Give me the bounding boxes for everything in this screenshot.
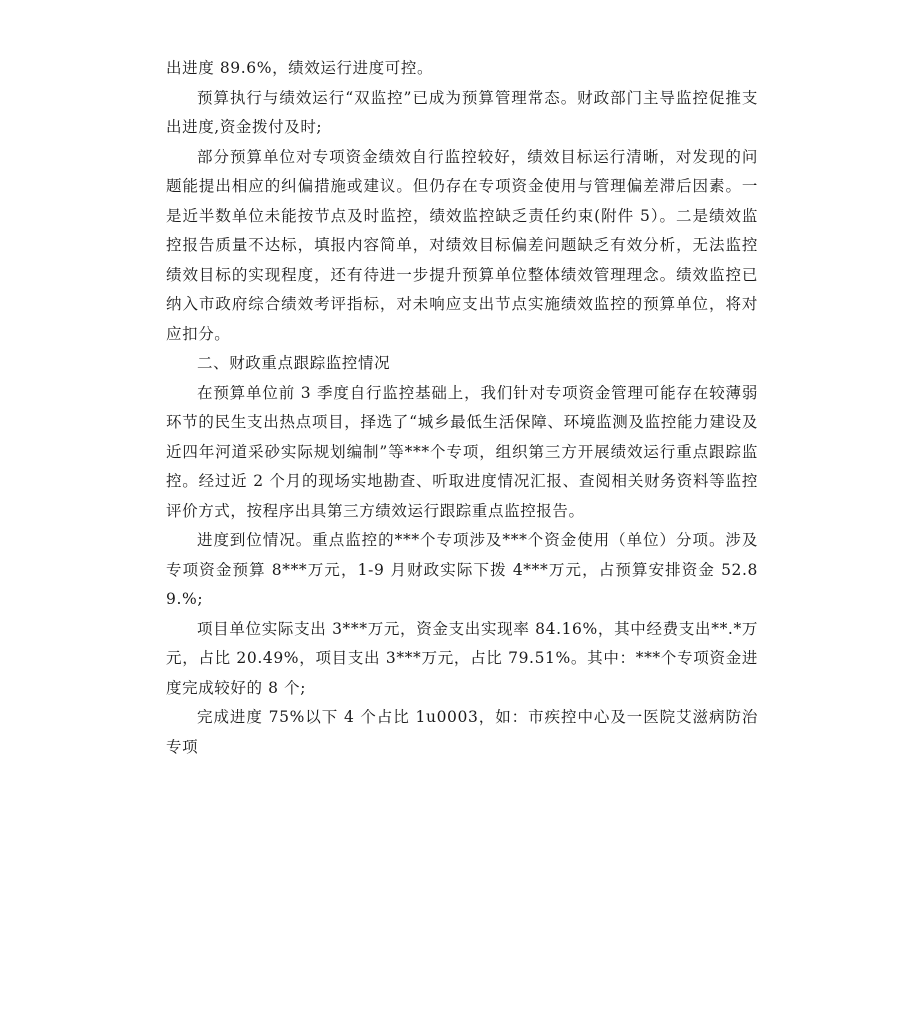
paragraph-progress-line: 出进度 89.6%，绩效运行进度可控。 [166, 59, 434, 77]
paragraph-progress-status: 进度到位情况。重点监控的***个专项涉及***个资金使用（单位）分项。涉及专项资金预算 8***万元，1-9 月财政实际下拨 4***万元，占预算安排资金 52.89.%; [166, 531, 758, 608]
paragraph-completion-rate: 完成进度 75%以下 4 个占比 1u0003，如：市疾控中心及一医院艾滋病防治专项 [166, 708, 758, 756]
paragraph-dual-monitoring: 预算执行与绩效运行“双监控”已成为预算管理常态。财政部门主导监控促推支出进度,资金拨付及时; [166, 88, 758, 136]
section-heading-key-tracking: 二、财政重点跟踪监控情况 [197, 354, 391, 372]
paragraph-key-tracking-scope: 在预算单位前 3 季度自行监控基础上，我们针对专项资金管理可能存在较薄弱环节的民生支出热点项目，择选了“城乡最低生活保障、环境监测及监控能力建设及近四年河道采砂实际规划编制”等***个专项，组织第三方开展绩效运行重点跟踪监控。经过近 2 个月的现场实地勘查、听取进度情况汇报、查阅相关财务资料等监控评价方式，按程序出具第三方绩效运行跟踪重点监控报告。 [166, 383, 758, 520]
paragraph-actual-spending: 项目单位实际支出 3***万元，资金支出实现率 84.16%，其中经费支出**.*万元，占比 20.49%，项目支出 3***万元，占比 79.51%。其中：***个专项资金进度完成较好的 8 个; [166, 619, 758, 697]
paragraph-self-monitoring: 部分预算单位对专项资金绩效自行监控较好，绩效目标运行清晰，对发现的问题能提出相应的纠偏措施或建议。但仍存在专项资金使用与管理偏差滞后因素。一是近半数单位未能按节点及时监控，绩效监控缺乏责任约束(附件 5）。二是绩效监控报告质量不达标，填报内容简单，对绩效目标偏差问题缺乏有效分析，无法监控绩效目标的实现程度，还有待进一步提升预算单位整体绩效管理理念。绩效监控已纳入市政府综合绩效考评指标，对未响应支出节点实施绩效监控的预算单位，将对应扣分。 [166, 147, 758, 343]
document-body [166, 54, 758, 762]
